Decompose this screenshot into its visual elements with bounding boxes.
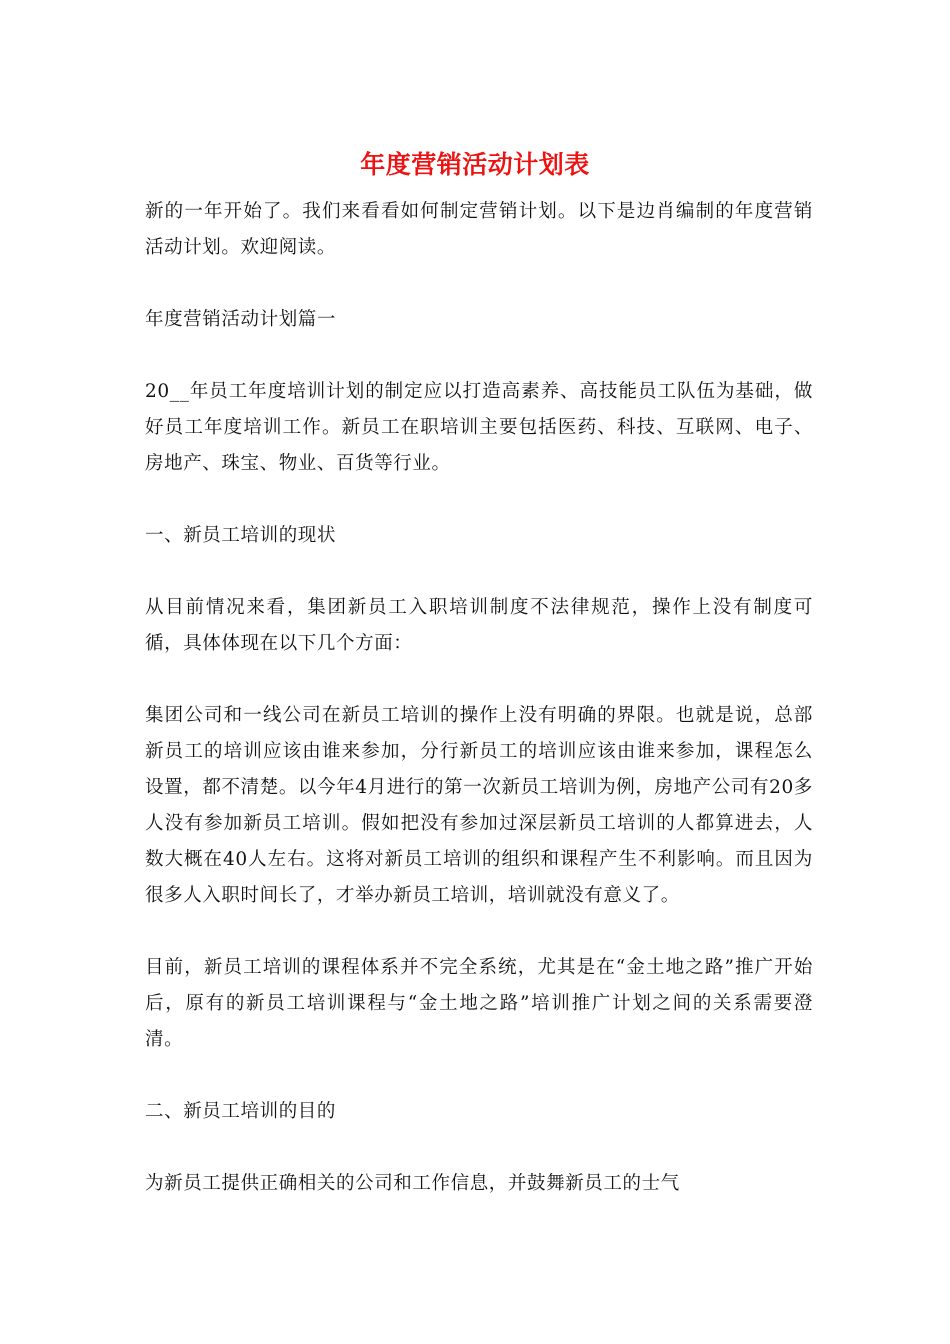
plan-basis-paragraph: 20__年员工年度培训计划的制定应以打造高素养、高技能员工队伍为基础，做好员工年度培训工作。新员工在职培训主要包括医药、科技、互联网、电子、房地产、珠宝、物业、百货等行业。 [145,381,813,474]
document-body [145,194,813,1238]
boundary-issue-paragraph: 集团公司和一线公司在新员工培训的操作上没有明确的界限。也就是说，总部新员工的培训应该由谁来参加，分行新员工的培训应该由谁来参加，课程怎么设置，都不清楚。以今年4月进行的第一次新员工培训为例，房地产公司有20多人没有参加新员工培训。假如把没有参加过深层新员工培训的人都算进去，人数大概在40人左右。这将对新员工培训的组织和课程产生不利影响。而且因为很多人入职时间长了，才举办新员工培训，培训就没有意义了。 [145,705,813,906]
purpose-paragraph: 为新员工提供正确相关的公司和工作信息，并鼓舞新员工的士气 [145,1173,680,1194]
section-heading-part-one: 年度营销活动计划篇一 [145,309,337,330]
current-status-paragraph: 从目前情况来看，集团新员工入职培训制度不法律规范，操作上没有制度可循，具体体现在以下几个方面： [145,597,813,654]
intro-paragraph: 新的一年开始了。我们来看看如何制定营销计划。以下是边肖编制的年度营销活动计划。欢迎阅读。 [145,201,813,258]
section-heading-purpose: 二、新员工培训的目的 [145,1101,337,1122]
course-system-paragraph: 目前，新员工培训的课程体系并不完全系统，尤其是在“金土地之路”推广开始后，原有的新员工培训课程与“金土地之路”培训推广计划之间的关系需要澄清。 [145,957,813,1050]
section-heading-current-status: 一、新员工培训的现状 [145,525,337,546]
document-title: 年度营销活动计划表 [360,150,590,179]
